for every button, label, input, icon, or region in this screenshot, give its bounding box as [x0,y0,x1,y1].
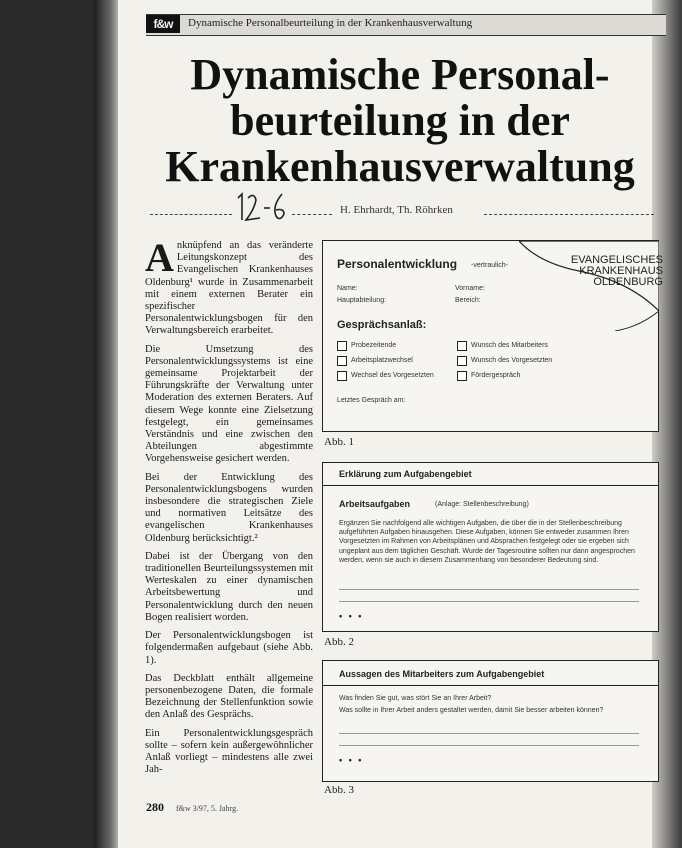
byline-rule-right [484,214,654,215]
body-paragraph: Die Umsetzung des Personalentwicklungssystems ist eine gemeinsame Projektarbeit der Führungskräfte der Verwaltung unter Moderation des externen Beraters. Auf diesem Wege konnte eine Zielsetzung festgelegt, ein gemeinsames Verständnis und eine zwischen den Abteilungen abgestimmte Vorgehensweise gesichert werden. [145,343,313,465]
field-firstname-label: Vorname: [455,285,485,292]
checkbox [457,371,467,381]
drop-cap: A [145,235,174,280]
checkbox-label: Wechsel des Vorgesetzten [351,372,434,379]
checkbox [337,356,347,366]
checkbox [337,341,347,351]
continuation-dots: • • • [339,755,364,765]
figure-2-subtitle: Arbeitsaufgaben [339,499,411,509]
page-number: 280 [146,800,164,814]
field-area-label: Bereich: [455,297,481,304]
journal-logo: f&w [146,15,180,33]
body-paragraph: Dabei ist der Übergang von den traditionellen Beurteilungssystemen mit Werteskalen zu einer dynamischen Arbeitsbewertung und Personalentwicklung durch den neuen Bogen realisiert worden. [145,550,313,623]
field-name-label: Name: [337,285,358,292]
answer-line [339,733,639,734]
checkbox [337,371,347,381]
checkbox-label: Arbeitsplatzwechsel [351,357,413,364]
org-name: EVANGELISCHES KRANKENHAUS OLDENBURG [570,254,663,288]
title-divider [323,485,658,486]
title-divider [323,685,658,686]
question-2: Was sollte in Ihrer Arbeit anders gestaltet werden, damit Sie besser arbeiten können? [339,707,604,714]
body-paragraph: Ein Personalentwicklungsgespräch sollte – sofern kein außergewöhnlicher Anlaß vorliegt – mindestens alle zwei Jah- [145,727,313,776]
figure-3-caption: Abb. 3 [324,784,354,796]
byline-rule-mid [292,214,332,215]
checkbox [457,356,467,366]
title-line-1: Dynamische Personal- [190,50,610,99]
figure-1-form-cover [322,240,663,432]
checkbox-label: Wunsch des Vorgesetzten [471,357,553,364]
body-paragraph: Anknüpfend an das veränderte Leitungskonzept des Evangelischen Krankenhauses Oldenburg¹ wurde in Zusammenarbeit mit einem externen Berater ein spezifischer Personalentwicklungsbogen für den Verwaltungsbereich erarbeitet. [145,235,313,337]
answer-line [339,601,639,602]
checkbox-label: Wunsch des Mitarbeiters [471,342,548,349]
byline-rule-left [150,214,232,215]
continuation-dots: • • • [339,611,364,621]
handwritten-note [232,188,292,228]
title-line-2: beurteilung in der [230,96,570,145]
form-title-note: -vertraulich- [471,262,508,269]
running-title: Dynamische Personalbeurteilung in der Krankenhausverwaltung [188,17,473,29]
article-title [150,52,650,190]
checkbox [457,341,467,351]
field-department-label: Hauptabteilung: [337,297,387,304]
body-paragraph: Bei der Entwicklung des Personalentwicklungsbogens wurden insbesondere die strategischen Ziele und normativen Leitsätze des evangelischen Krankenhauses Oldenburg berücksichtigt.² [145,471,313,544]
answer-line [339,589,639,590]
title-line-3: Krankenhausverwaltung [165,142,635,191]
body-paragraph: Der Personalentwicklungsbogen ist folgendermaßen aufgebaut (siehe Abb. 1). [145,630,313,666]
article-body [145,235,313,782]
form-title: Personalentwicklung [337,257,458,271]
checkbox-label: Probezeitende [351,342,397,349]
last-talk-label: Letztes Gespräch am: [337,397,406,404]
question-1: Was finden Sie gut, was stört Sie an Ihrer Arbeit? [339,695,492,702]
article-byline: H. Ehrhardt, Th. Röhrken [340,204,453,216]
page-footer: f&w 3/97, 5. Jahrg. [176,804,239,813]
section-heading: Gesprächsanlaß: [337,319,427,331]
figure-3-title: Aussagen des Mitarbeiters zum Aufgabengebiet [339,669,545,679]
figure-2-title: Erklärung zum Aufgabengebiet [339,469,472,479]
answer-line [339,745,639,746]
figure-2-task-area [322,462,659,632]
figure-2-instructions: Ergänzen Sie nachfolgend alle wichtigen Aufgaben, die über die in der Stellenbeschreibung aufgeführten Aufgaben hinausgehen. Diese Aufgaben, können Sie entweder zusammen Ihren Vorgesetzten im Rahmen von Arbeitsplänen und Absprachen festgelegt oder sie ergeben sich ungeplant aus dem täglichen Geschäft. Wurde der Tagesroutine sollten nur dann angesprochen werden, wenn sie auch in diesem Zusammenhang von besonderer Bedeutung sind. [339,520,635,564]
figure-2-caption: Abb. 2 [324,636,354,648]
checkbox-label: Fördergespräch [471,372,521,379]
figure-2-subtitle-note: (Anlage: Stellenbeschreibung) [435,501,529,508]
figure-3-employee-statements [322,660,659,782]
figure-1-caption: Abb. 1 [324,436,354,448]
body-paragraph: Das Deckblatt enthält allgemeine personenbezogene Daten, die formale Bezeichnung der Stellenfunktion sowie den Anlaß des Gesprächs. [145,672,313,721]
